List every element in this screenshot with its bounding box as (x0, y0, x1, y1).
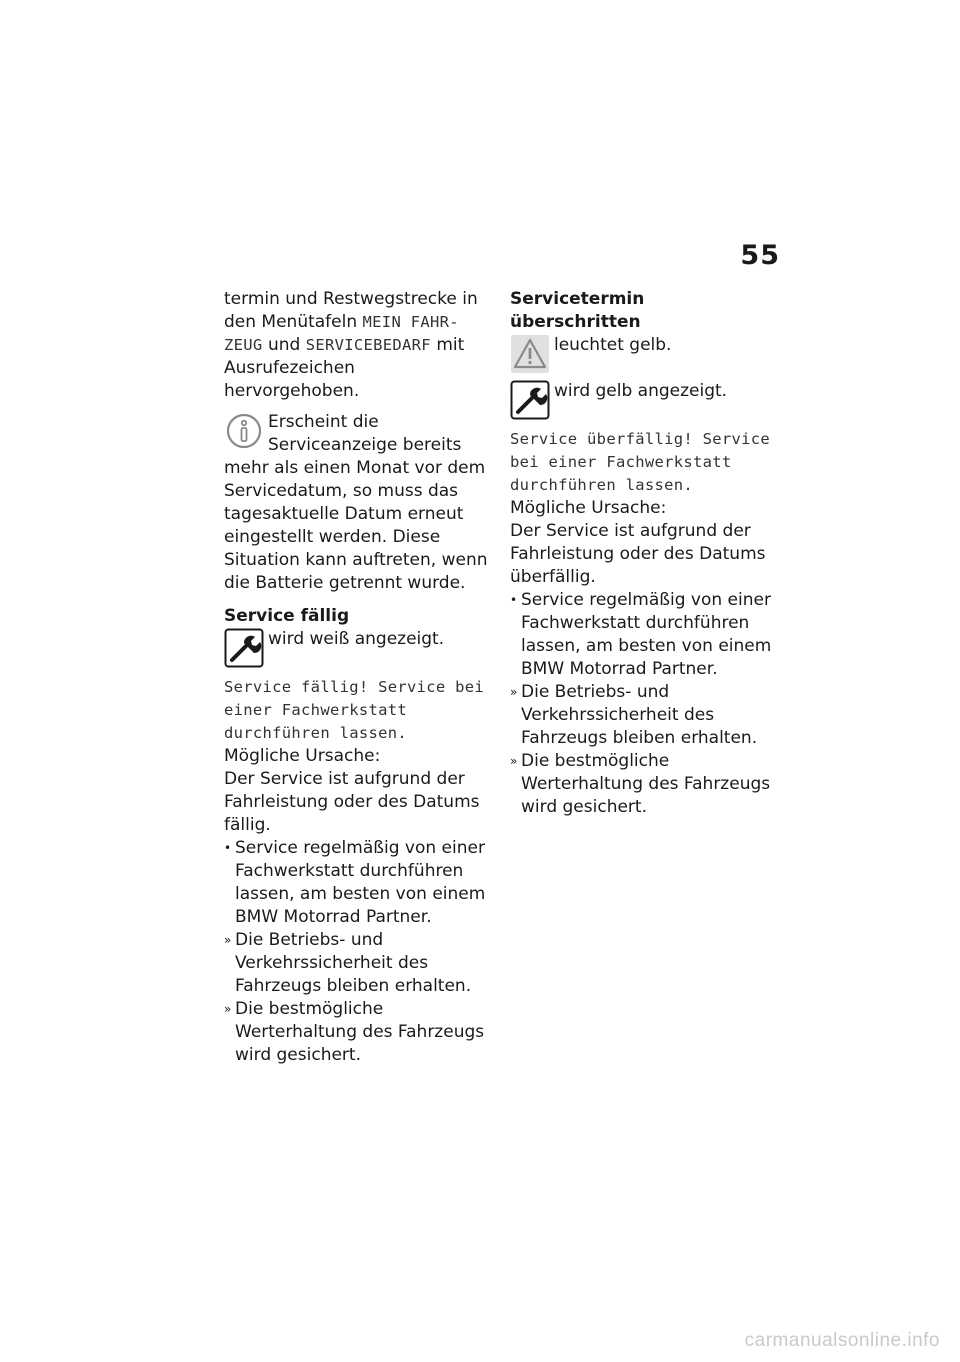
display-message: Service überfällig! Service bei einer Fachwerkstatt durchführen lassen. (510, 430, 771, 494)
warning-indicator-text: leuchtet gelb. (554, 335, 672, 355)
wrench-indicator-text: wird weiß angezeigt. (268, 629, 445, 649)
cause-text: Der Service ist aufgrund der Fahrleistung oder des Datums fällig. (224, 769, 480, 835)
list-item: » Die Betriebs- und Verkehrssicherheit des Fahrzeugs bleiben erhalten. (224, 930, 472, 996)
wrench-icon (510, 380, 550, 420)
list-item: • Service regelmäßig von einer Fachwerkstatt durchführen lassen, am besten von einem BMW Motorrad Partner. (510, 590, 772, 679)
wrench-indicator-text: wird gelb angezeigt. (554, 381, 728, 401)
section-heading-service-overdue: Servicetermin überschritten (510, 289, 645, 332)
intro-text: mit Ausrufezeichen hervorgehoben. (224, 335, 465, 401)
action-list (510, 589, 780, 819)
cause-text: Der Service ist aufgrund der Fahrleistung oder des Datums überfällig. (510, 521, 766, 587)
page-number: 55 (740, 240, 780, 271)
wrench-indicator-row (224, 628, 492, 668)
wrench-icon (224, 628, 264, 668)
list-item: » Die bestmögliche Werterhaltung des Fahrzeugs wird gesichert. (224, 999, 485, 1065)
cause-label: Mögliche Ursache: (510, 498, 667, 518)
display-message: Service fällig! Service bei einer Fachwerkstatt durchführen lassen. (224, 678, 485, 742)
cause-label: Mögliche Ursache: (224, 746, 381, 766)
list-item: » Die bestmögliche Werterhaltung des Fahrzeugs wird gesichert. (510, 751, 771, 817)
intro-text: termin und Restwegstrecke in den Menütafeln (224, 289, 478, 332)
info-icon (224, 411, 264, 451)
info-note-text: Erscheint die Serviceanzeige bereits mehr als einen Monat vor dem Servicedatum, so muss das tagesaktuelle Datum erneut eingestellt werden. Diese Situation kann auftreten, wenn die Batterie getrennt wurde. (224, 412, 488, 593)
footer-watermark: carmanualsonline.info (744, 1330, 940, 1351)
action-list (224, 837, 492, 1067)
right-column (510, 288, 780, 819)
intro-paragraph (224, 288, 492, 403)
warning-indicator-row (510, 334, 780, 374)
info-note (224, 411, 492, 595)
wrench-indicator-row (510, 380, 780, 420)
left-column (224, 288, 492, 1067)
intro-text: und (267, 335, 301, 355)
section-heading-service-due: Service fällig (224, 606, 350, 626)
menu-name-service-need: SERVICEBEDARF (305, 336, 431, 354)
warning-triangle-icon (510, 334, 550, 374)
list-item: » Die Betriebs- und Verkehrssicherheit des Fahrzeugs bleiben erhalten. (510, 682, 758, 748)
list-item: • Service regelmäßig von einer Fachwerkstatt durchführen lassen, am besten von einem BMW Motorrad Partner. (224, 838, 486, 927)
menu-name-my-vehicle: MEIN FAHR-ZEUG (224, 313, 459, 354)
